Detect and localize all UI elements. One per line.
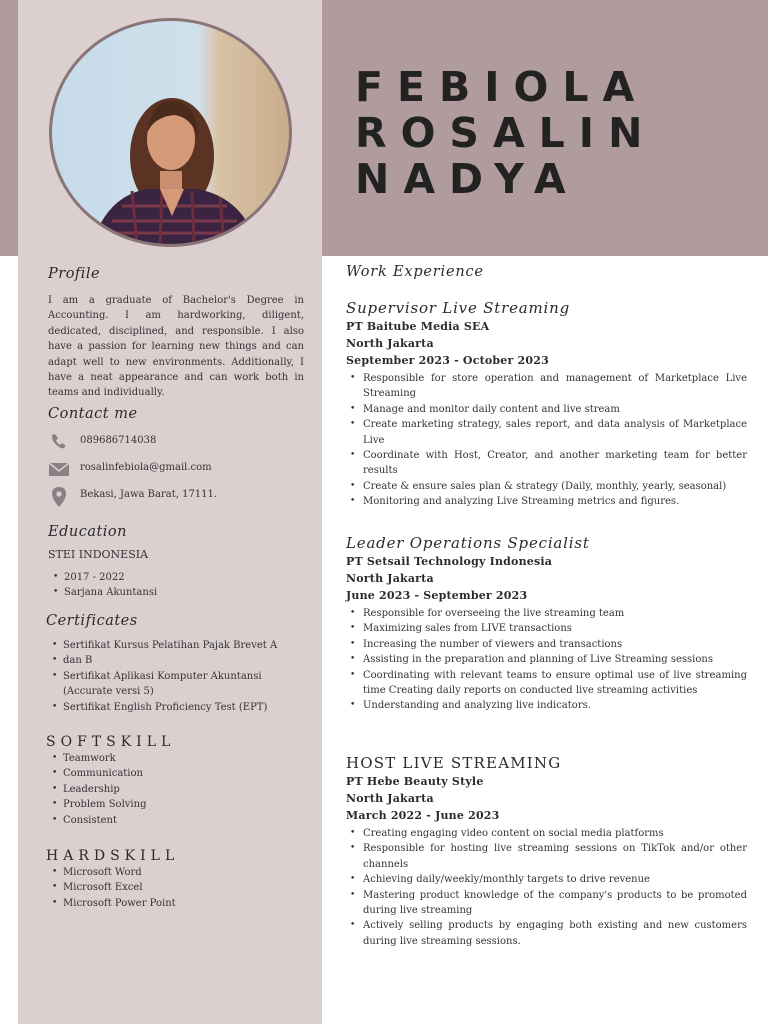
profile-text: I am a graduate of Bachelor's Degree in Accounting. I am hardworking, diligent, dedicated, disciplined, and responsible. I also have a passion for learning new things and can adapt well to new environments. Additionally, I have a neat appearance and can work both in teams and individually.: [48, 295, 304, 399]
list-item: • Responsible for store operation and management of Marketplace Live Streaming: [346, 371, 747, 402]
list-item: • 2017 - 2022: [48, 570, 157, 585]
list-item: • dan B: [47, 653, 297, 668]
list-item: • Coordinating with relevant teams to ensure optimal use of live streaming time Creating daily reports on conducted live streaming activities: [346, 668, 747, 699]
list-item: • Assisting in the preparation and planning of Live Streaming sessions: [346, 652, 747, 667]
certificates-list: [47, 638, 297, 715]
list-item: • Create marketing strategy, sales report, and data analysis of Marketplace Live: [346, 417, 747, 448]
name-line-1: FEBIOLA: [355, 63, 649, 111]
job-location: North Jakarta: [346, 337, 434, 350]
left-accent-band: [0, 0, 18, 256]
list-item: • Leadership: [47, 782, 146, 797]
list-item: • Sertifikat English Proficiency Test (EPT): [47, 700, 297, 715]
list-item: • Microsoft Power Point: [47, 896, 176, 911]
job-title: Leader Operations Specialist: [346, 534, 590, 552]
list-item: • Actively selling products by engaging both existing and new customers during live streaming sessions.: [346, 918, 747, 949]
list-item: • Responsible for overseeing the live streaming team: [346, 606, 747, 621]
name-line-2: ROSALIN: [355, 109, 657, 157]
phone-icon: [48, 432, 70, 452]
job-duties: [346, 826, 747, 949]
list-item: • Sertifikat Aplikasi Komputer Akuntansi (Accurate versi 5): [47, 669, 297, 700]
list-item: • Understanding and analyzing live indicators.: [346, 698, 747, 713]
address-text: Bekasi, Jawa Barat, 17111.: [80, 489, 218, 500]
list-item: • Create & ensure sales plan & strategy (Daily, monthly, yearly, seasonal): [346, 479, 747, 494]
list-item: • Problem Solving: [47, 797, 146, 812]
list-item: • Increasing the number of viewers and transactions: [346, 637, 747, 652]
location-pin-icon: [48, 486, 70, 506]
profile-photo: [49, 18, 292, 247]
job-title: Supervisor Live Streaming: [346, 299, 570, 317]
full-name: [355, 64, 656, 202]
softskill-heading: SOFTSKILL: [46, 734, 176, 750]
list-item: • Microsoft Excel: [47, 880, 176, 895]
list-item: • Manage and monitor daily content and live stream: [346, 402, 747, 417]
work-heading: Work Experience: [346, 264, 484, 280]
email-icon: [48, 459, 70, 479]
job-location: North Jakarta: [346, 792, 434, 805]
hardskill-list: [47, 865, 176, 911]
job-title: HOST LIVE STREAMING: [346, 754, 562, 772]
job-period: June 2023 - September 2023: [346, 589, 528, 602]
phone-text: 089686714038: [80, 435, 157, 446]
education-heading: Education: [48, 524, 128, 540]
job-location: North Jakarta: [346, 572, 434, 585]
job-company: PT Setsail Technology Indonesia: [346, 555, 553, 568]
list-item: • Mastering product knowledge of the company's products to be promoted during live streaming: [346, 888, 747, 919]
list-item: • Microsoft Word: [47, 865, 176, 880]
job-duties: [346, 371, 747, 510]
email-text: rosalinfebiola@gmail.com: [80, 462, 212, 473]
job-company: PT Baitube Media SEA: [346, 320, 490, 333]
hardskill-heading: HARDSKILL: [46, 848, 180, 864]
list-item: • Achieving daily/weekly/monthly targets to drive revenue: [346, 872, 747, 887]
list-item: • Monitoring and analyzing Live Streaming metrics and figures.: [346, 494, 747, 509]
name-line-3: NADYA: [355, 155, 580, 203]
list-item: • Creating engaging video content on social media platforms: [346, 826, 747, 841]
profile-heading: Profile: [48, 266, 101, 282]
list-item: • Sertifikat Kursus Pelatihan Pajak Brevet A: [47, 638, 297, 653]
job-period: March 2022 - June 2023: [346, 809, 500, 822]
list-item: • Teamwork: [47, 751, 146, 766]
certificates-heading: Certificates: [46, 613, 138, 629]
education-list: [48, 570, 157, 601]
list-item: • Communication: [47, 766, 146, 781]
list-item: • Maximizing sales from LIVE transactions: [346, 621, 747, 636]
list-item: • Sarjana Akuntansi: [48, 585, 157, 600]
softskill-list: [47, 751, 146, 828]
list-item: • Consistent: [47, 813, 146, 828]
job-company: PT Hebe Beauty Style: [346, 775, 484, 788]
list-item: • Responsible for hosting live streaming sessions on TikTok and/or other channels: [346, 841, 747, 872]
contact-heading: Contact me: [48, 406, 138, 422]
list-item: • Coordinate with Host, Creator, and another marketing team for better results: [346, 448, 747, 479]
job-period: September 2023 - October 2023: [346, 354, 549, 367]
education-school: STEI INDONESIA: [48, 548, 149, 561]
job-duties: [346, 606, 747, 714]
